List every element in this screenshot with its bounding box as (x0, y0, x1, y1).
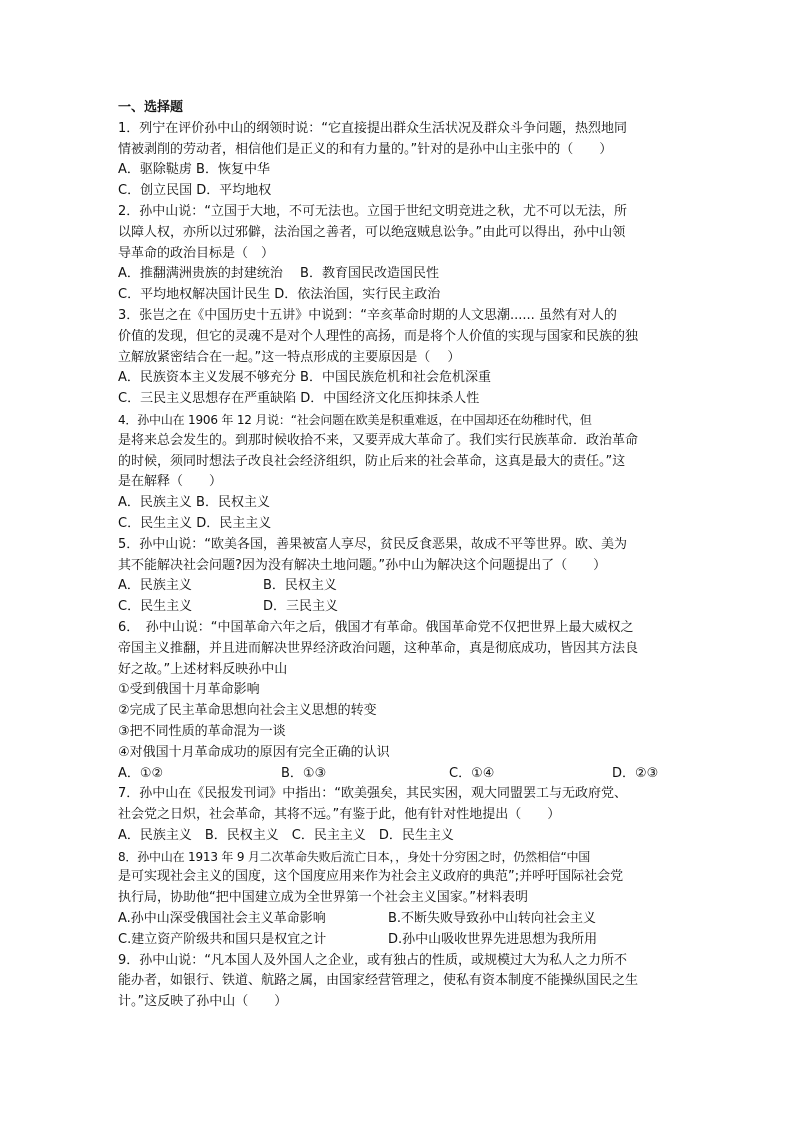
q5-stem-line: 5．孙中山说：“欧美各国，善果被富人享尽，贫民反食恶果，故成不平等世界。欧、美为 (118, 536, 628, 552)
q1-stem-line: 情被剥削的劳动者，相信他们是正义的和有力量的。”针对的是孙中山主张中的（ ） (118, 141, 613, 157)
q1-stem-line: 1．列宁在评价孙中山的纲领时说：“它直接提出群众生活状况及群众斗争问题，热烈地同 (118, 120, 628, 136)
q2-stem-line: 导革命的政治目标是（ ） (118, 245, 275, 261)
q3-stem-line: 立解放紧密结合在一起。”这一特点形成的主要原因是（ ） (118, 349, 461, 365)
q6-option-b: B．①③ (281, 765, 327, 781)
q9-stem-line: 能办者，如银行、铁道、航路之属，由国家经营管理之，使私有资本制度不能操纵国民之生 (118, 973, 639, 989)
q8-stem-line: 是可实现社会主义的国度，这个国度应用来作为社会主义政府的典范”;并呼吁国际社会党 (118, 869, 624, 885)
q5-options-row (118, 576, 678, 597)
q4-stem-line: 4．孙中山在 1906 年 12 月说：“社会问题在欧美是积重难返，在中国却还在幼稚时代，但 (118, 412, 592, 427)
q8-option-a: A.孙中山深受俄国社会主义革命影响 (118, 911, 326, 927)
q4-stem-line: 的时候，须同时想法子改良社会经济组织，防止后来的社会革命，这真是最大的责任。”这 (118, 453, 626, 469)
q8-option-d: D.孙中山吸收世界先进思想为我所用 (388, 931, 598, 947)
q3-options-ab: A．民族资本主义发展不够充分 B．中国民族危机和社会危机深重 (118, 370, 491, 386)
q6-stem-line: 帝国主义推翻，并且进而解决世界经济政治问题，这种革命，真是彻底成功，皆因其方法良 (118, 640, 639, 656)
q2-stem-line: 以障人权，亦所以过邪僻，法治国之善者，可以绝寇贼息讼争。”由此可以得出，孙中山领 (118, 224, 626, 240)
q5-option-b: B．民权主义 (263, 578, 337, 594)
q4-stem-line: 是在解释（ ） (118, 474, 223, 490)
q6-option-a: A．①② (118, 765, 164, 781)
q4-options-ab: A．民族主义 B．民权主义 (118, 495, 270, 511)
q4-stem-line: 是将来总会发生的。到那时候收拾不来，又要弄成大革命了。我们实行民族革命．政治革命 (118, 432, 639, 448)
q3-stem-line: 3．张岂之在《中国历史十五讲》中说到：“辛亥革命时期的人文思潮...... 虽然有对人的 (118, 307, 617, 323)
q6-options-row (118, 764, 678, 785)
q1-options-cd: C．创立民国 D．平均地权 (118, 183, 272, 199)
q5-option-c: C．民生主义 (118, 599, 193, 615)
q3-stem-line: 价值的发现，但它的灵魂不是对个人理性的高扬，而是将个人价值的实现与国家和民族的独 (118, 328, 639, 344)
q7-stem-line: 社会党之日炽，社会革命，其将不远。”有鉴于此，他有针对性地提出（ ） (118, 807, 561, 823)
q6-statement: ④对俄国十月革命成功的原因有完全正确的认识 (118, 744, 390, 760)
q6-option-c: C．①④ (449, 765, 495, 781)
q9-stem-line: 9．孙中山说：“凡本国人及外国人之企业，或有独占的性质，或规模过大为私人之力所不 (118, 952, 628, 968)
section-heading: 一、选择题 (118, 100, 184, 115)
q7-options: A．民族主义 B．民权主义 C．民主主义 D．民生主义 (118, 827, 454, 843)
q6-stem-line: 好之故。”上述材料反映孙中山 (118, 661, 288, 677)
q1-options-ab: A．驱除鞑虏 B．恢复中华 (118, 162, 270, 178)
q7-stem-line: 7．孙中山在《民报发刊词》中指出：“欧美强矣，其民实困，观大同盟罢工与无政府党、 (118, 786, 628, 802)
q2-options-ab: A．推翻满洲贵族的封建统治 B．教育国民改造国民性 (118, 266, 439, 282)
q3-options-cd: C．三民主义思想存在严重缺陷 D．中国经济文化压抑抹杀人性 (118, 391, 480, 407)
q8-stem-line: 执行局，协助他“把中国建立成为全世界第一个社会主义国家。”材料表明 (118, 890, 528, 906)
q8-options-row (118, 930, 678, 951)
q5-option-d: D．三民主义 (263, 599, 339, 615)
q8-stem-line: 8．孙中山在 1913 年 9 月二次革命失败后流亡日本，，身处十分穷困之时，仍然相信“中国 (118, 849, 591, 864)
q6-statement: ③把不同性质的革命混为一谈 (118, 723, 286, 739)
q8-option-c: C.建立资产阶级共和国只是权宜之计 (118, 931, 327, 947)
q6-option-d: D．②③ (612, 765, 659, 781)
q5-stem-line: 其不能解决社会问题?因为没有解决土地问题。”孙中山为解决这个问题提出了（ ） (118, 557, 607, 573)
q6-stem-line: 6． 孙中山说：“中国革命六年之后，俄国才有革命。俄国革命党不仅把世界上最大威权之 (118, 619, 634, 635)
q9-stem-line: 计。”这反映了孙中山（ ） (118, 994, 288, 1010)
q2-stem-line: 2．孙中山说：“立国于大地，不可无法也。立国于世纪文明竞进之秋，尤不可以无法，所 (118, 203, 628, 219)
q2-options-cd: C．平均地权解决国计民生 D．依法治国，实行民主政治 (118, 287, 441, 303)
q6-statement: ②完成了民主革命思想向社会主义思想的转变 (118, 703, 377, 719)
exam-page (118, 98, 678, 1013)
q5-options-row (118, 597, 678, 618)
q4-options-cd: C．民生主义 D．民主主义 (118, 515, 272, 531)
q8-options-row (118, 909, 678, 930)
q8-option-b: B.不断失败导致孙中山转向社会主义 (388, 911, 597, 927)
q5-option-a: A．民族主义 (118, 578, 192, 594)
q6-statement: ①受到俄国十月革命影响 (118, 682, 260, 698)
